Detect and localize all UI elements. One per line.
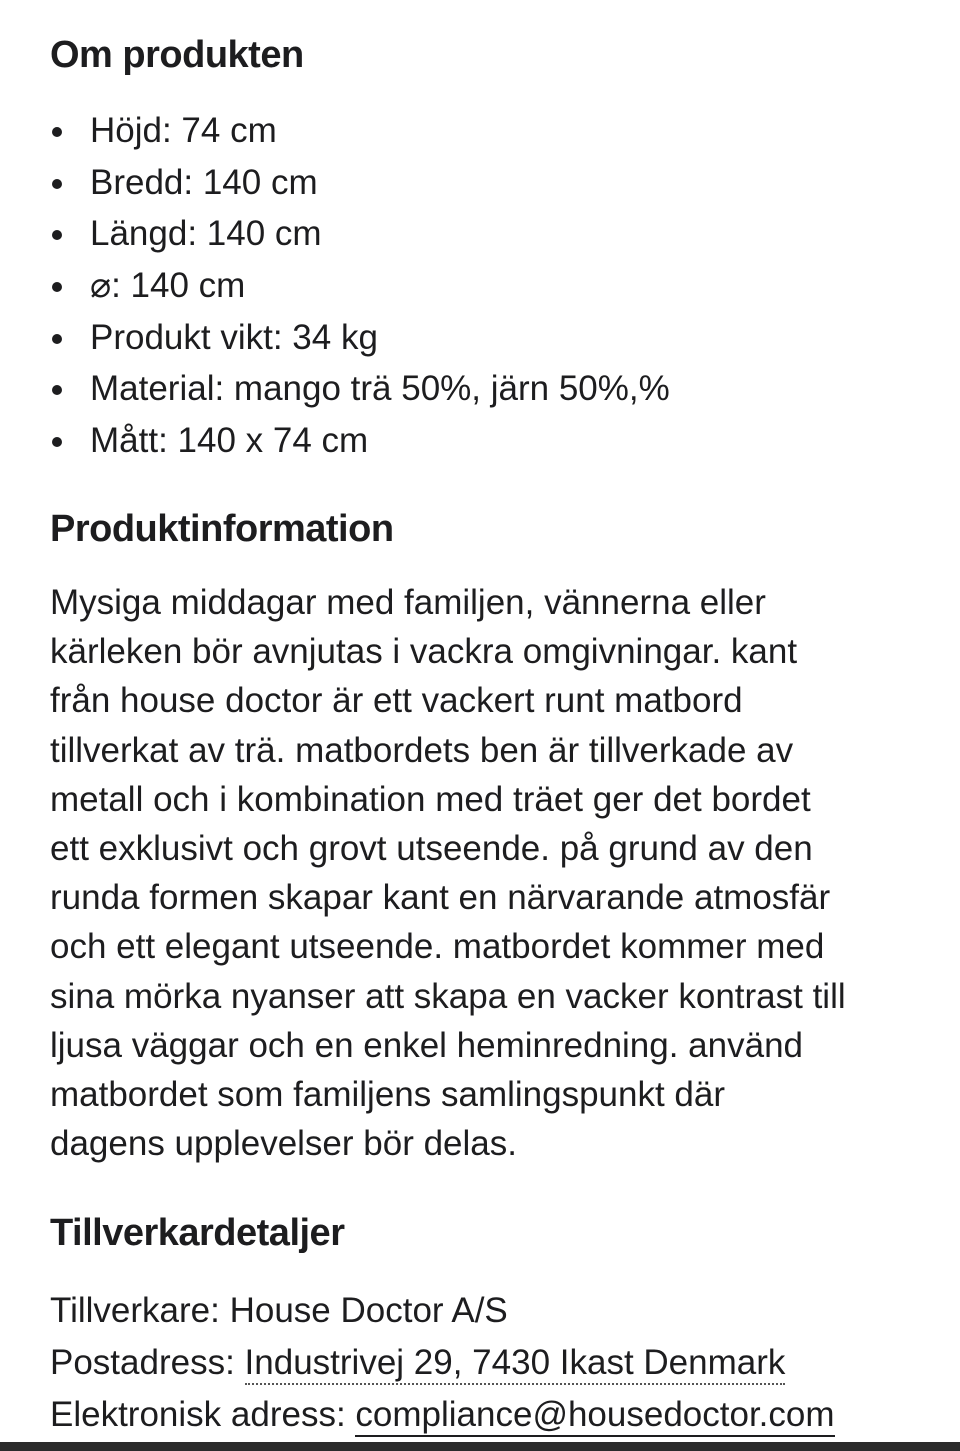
- spec-weight: [50, 312, 670, 364]
- description-line: kärleken bör avnjutas i vackra omgivningar. kant: [50, 632, 798, 672]
- spec-text: Längd: 140 cm: [90, 214, 322, 254]
- email-row: [50, 1389, 835, 1441]
- description-line: ett exklusivt och grovt utseende. på grund av den: [50, 829, 813, 869]
- spec-height: [50, 105, 670, 157]
- description-line: sina mörka nyanser att skapa en vacker kontrast till: [50, 976, 846, 1016]
- address-link[interactable]: Industrivej 29, 7430 Ikast Denmark: [245, 1343, 786, 1385]
- email-label: Elektronisk adress:: [50, 1395, 346, 1434]
- product-info-heading: Produktinformation: [50, 508, 394, 550]
- description-line: dagens upplevelser bör delas.: [50, 1124, 517, 1164]
- bullet-icon: [52, 230, 62, 240]
- description-line: tillverkat av trä. matbordets ben är tillverkade av: [50, 730, 794, 770]
- bullet-icon: [52, 385, 62, 395]
- spec-text: Produkt vikt: 34 kg: [90, 317, 378, 357]
- spec-material: [50, 363, 670, 415]
- spec-text: ⌀: 140 cm: [90, 266, 246, 306]
- description-line: matbordet som familjens samlingspunkt där: [50, 1075, 726, 1115]
- description-line: ljusa väggar och en enkel heminredning. använd: [50, 1025, 804, 1065]
- bottom-bar: [0, 1442, 960, 1451]
- manufacturer-name: House Doctor A/S: [229, 1291, 508, 1330]
- manufacturer-label: Tillverkare:: [50, 1291, 220, 1330]
- email-link[interactable]: compliance@housedoctor.com: [355, 1395, 834, 1437]
- product-description: [50, 578, 930, 1168]
- description-line: Mysiga middagar med familjen, vännerna eller: [50, 583, 766, 622]
- bullet-icon: [52, 437, 62, 447]
- description-line: metall och i kombination med träet ger det bordet: [50, 779, 811, 819]
- address-label: Postadress:: [50, 1343, 235, 1382]
- bullet-icon: [52, 334, 62, 344]
- address-row: [50, 1337, 835, 1389]
- spec-text: Mått: 140 x 74 cm: [90, 421, 369, 461]
- bullet-icon: [52, 282, 62, 292]
- manufacturer-row: [50, 1285, 835, 1337]
- spec-list: [50, 105, 670, 467]
- description-line: från house doctor är ett vackert runt matbord: [50, 681, 743, 721]
- spec-length: [50, 208, 670, 260]
- description-line: och ett elegant utseende. matbordet kommer med: [50, 927, 825, 967]
- manufacturer-details: [50, 1285, 835, 1441]
- spec-dimensions: [50, 415, 670, 467]
- spec-text: Material: mango trä 50%, järn 50%,%: [90, 369, 670, 409]
- manufacturer-heading: Tillverkardetaljer: [50, 1212, 345, 1254]
- spec-text: Bredd: 140 cm: [90, 162, 318, 202]
- description-line: runda formen skapar kant en närvarande atmosfär: [50, 878, 831, 918]
- spec-width: [50, 157, 670, 209]
- bullet-icon: [52, 179, 62, 189]
- bullet-icon: [52, 127, 62, 137]
- spec-text: Höjd: 74 cm: [90, 111, 277, 150]
- about-heading: Om produkten: [50, 34, 304, 76]
- spec-diameter: [50, 260, 670, 312]
